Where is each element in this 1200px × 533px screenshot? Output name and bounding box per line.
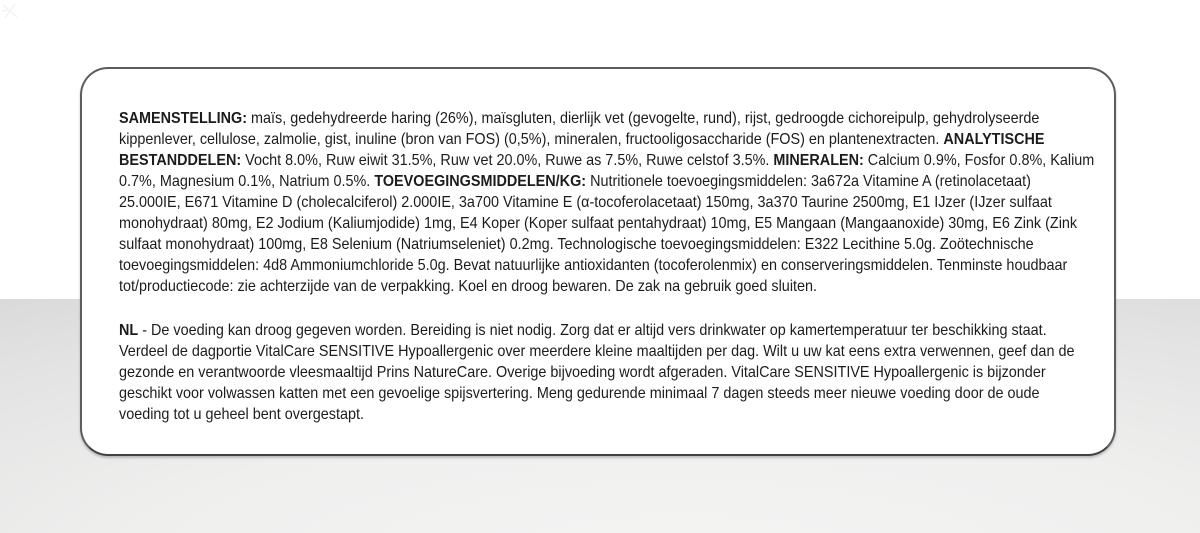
label-text-segment: gezonde en verantwoorde vleesmaaltijd Prins NatureCare. Overige bijvoeding wordt afgeraden. VitalCare SENSITIVE Hypoallergenic is bijzonder (119, 364, 1046, 381)
label-text-segment: Calcium 0.9%, Fosfor 0.8%, Kalium (863, 152, 1095, 169)
watermark-artifact-icon (1, 2, 23, 22)
label-text-bold-segment: MINERALEN: (773, 152, 864, 169)
label-text-segment: kippenlever, cellulose, zalmolie, gist, inuline (bron van FOS) (0,5%), mineralen, fructooligosaccharide (FOS) en plantenextracten. (119, 131, 944, 148)
label-line (119, 234, 1034, 255)
label-text-segment: toevoegingsmiddelen: 4d8 Ammoniumchloride 5.0g. Bevat natuurlijke antioxidanten (tocoferolenmix) en conserveringsmiddelen. Tenminste houdbaar (119, 257, 1068, 274)
composition-paragraph (119, 108, 1095, 297)
label-line (119, 129, 1045, 150)
label-card (80, 67, 1116, 456)
label-text-bold-segment: NL (119, 322, 139, 339)
label-line (119, 383, 1040, 404)
label-line (119, 341, 1075, 362)
label-line (119, 108, 1040, 129)
label-line (119, 276, 997, 297)
label-text-segment: tot/productiecode: zie achterzijde van de verpakking. Koel en droog bewaren. De zak na gebruik goed sluiten. (119, 278, 818, 295)
label-text-segment: - De voeding kan droog gegeven worden. Bereiding is niet nodig. Zorg dat er altijd vers drinkwater op kamertemperatuur ter beschikking staat. (138, 322, 1047, 339)
label-line (119, 213, 1078, 234)
label-text-bold-segment: SAMENSTELLING: (119, 110, 247, 127)
label-text-segment: Nutritionele toevoegingsmiddelen: 3a672a Vitamine A (retinolacetaat) (586, 173, 1031, 190)
label-line (119, 404, 997, 425)
label-line (119, 320, 1047, 341)
label-line (119, 255, 1068, 276)
label-line (119, 150, 1095, 171)
label-text-bold-segment: TOEVOEGINGSMIDDELEN/KG: (374, 173, 587, 190)
label-text-segment: voeding tot u geheel bent overgestapt. (119, 406, 364, 423)
label-line (119, 171, 1031, 192)
label-text-bold-segment: ANALYTISCHE (943, 131, 1045, 148)
label-line (119, 192, 1052, 213)
label-text-segment: Vocht 8.0%, Ruw eiwit 31.5%, Ruw vet 20.0%, Ruwe as 7.5%, Ruwe celstof 3.5%. (241, 152, 774, 169)
label-text-segment: monohydraat) 80mg, E2 Jodium (Kaliumjodide) 1mg, E4 Koper (Koper sulfaat pentahydraat) 10mg, E5 Mangaan (Mangaanoxide) 30mg, E6 Zink (Zink (119, 215, 1078, 232)
label-text-block (119, 108, 1094, 425)
label-line (119, 362, 1046, 383)
feeding-instructions-paragraph (119, 320, 1075, 425)
label-text-segment: maïs, gedehydreerde haring (26%), maïsgluten, dierlijk vet (gevogelte, rund), rijst, gedroogde cichoreipulp, gehydrolyseerde (246, 110, 1040, 127)
label-text-bold-segment: BESTANDDELEN: (119, 152, 242, 169)
label-text-segment: sulfaat monohydraat) 100mg, E8 Selenium (Natriumseleniet) 0.2mg. Technologische toevoegingsmiddelen: E322 Lecithine 5.0g. Zoötechnische (119, 236, 1034, 253)
label-text-segment: 25.000IE, E671 Vitamine D (cholecalciferol) 2.000IE, 3a700 Vitamine E (α-tocoferolacetaat) 150mg, 3a370 Taurine 2500mg, E1 IJzer (IJzer sulfaat (119, 194, 1052, 211)
label-text-segment: 0.7%, Magnesium 0.1%, Natrium 0.5%. (119, 173, 375, 190)
label-text-segment: geschikt voor volwassen katten met een gevoelige spijsvertering. Meng gedurende minimaal 7 dagen steeds meer nieuwe voeding door de oude (119, 385, 1040, 402)
label-text-segment: Verdeel de dagportie VitalCare SENSITIVE Hypoallergenic over meerdere kleine maaltijden per dag. Wilt u uw kat eens extra verwennen, geef dan de (119, 343, 1075, 360)
